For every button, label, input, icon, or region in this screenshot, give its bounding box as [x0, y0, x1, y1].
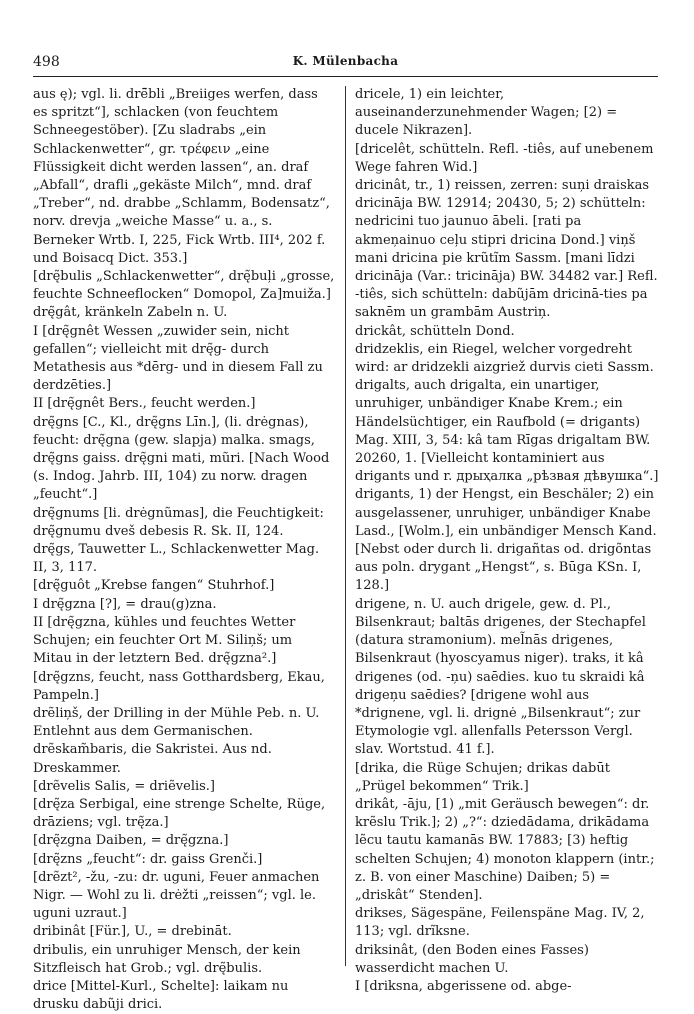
entry: drę̃gns [C., Kl., drę̃gns Līn.], (li. drėgnas), feucht: drę̃gna (gew. slapja) malka. smags, drę̃gns gaiss. drę̃gni mati, mũri. [Nach Wood (s. Indog. Jahrb. III, 104) zu norw. dragen „feucht“.] [33, 414, 330, 503]
entry: I drę̃gzna [?], = drau(g)zna. [33, 596, 217, 612]
entry: dridzeklis, ein Riegel, welcher vorgedreht wird: ar dridzekli aizgriež durvis cieti Sassm. [355, 341, 654, 376]
entry: dribinât [Für.], U., = drebināt. [33, 924, 232, 940]
entry: drickât, schütteln Dond. [355, 323, 515, 339]
running-title: K. Mülenbacha [292, 54, 399, 68]
right-column [355, 86, 659, 996]
entry: II [drę̃gnêt Bers., feucht werden.] [33, 396, 256, 412]
entry: dricinât, tr., 1) reissen, zerren: suņi draiskas dricināja BW. 12914; 20430, 5; 2) schütteln: nedricini tuo jaunuo ābeli. [rati pa akmeņainuo ceļu stipri dricina Dond.] viņš mani dricina pie krũtĩm Sassm. [mani līdzi dricināja (Var.: tricināja) BW. 34482 var.] Refl. -tiês, sich schütteln: dabũjām dricinā-ties pa saknēm un grambām Austriņ. [355, 178, 658, 321]
entry: [drę̃zgna Daiben, = drę̃gzna.] [33, 833, 229, 849]
entry: dricele, 1) ein leichter, auseinanderzunehmender Wagen; [2) = ducele Nikrazen]. [355, 87, 618, 139]
page-header [33, 54, 658, 74]
entry: I [driksna, abgerissene od. abge- [355, 978, 572, 994]
page-number: 498 [33, 54, 60, 70]
entry: dribulis, ein unruhiger Mensch, der kein Sitzfleisch hat Grob.; vgl. drę̃bulis. [33, 942, 301, 976]
entry: drice [Mittel-Kurl., Schelte]: laikam nu drusku dabũji drici. [33, 978, 289, 1013]
entry: II [drę̃gzna, kühles und feuchtes Wetter Schujen; ein feuchter Ort M. Siliņš; um Mitau in der letztern Bed. drę̃gzna².] [33, 614, 296, 667]
column-divider [345, 86, 346, 966]
entry: drigalts, auch drigalta, ein unartiger, unruhiger, unbändiger Knabe Krem.; ein Händelsüchtiger, ein Raufbold (= drigants) Mag. XIII, 3, 54: kâ tam Rīgas drigaltam BW. 20260, 1. [Vielleicht kontaminiert aus drigants und r. дрыҳалка „рѣзвая дѣвушка“.] [355, 378, 659, 485]
entry: I [drę̃gnêt Wessen „zuwider sein, nicht gefallen“; vielleicht mit drę̃g- durch Metathesis aus *dērg- und in diesem Fall zu derdzēties.] [33, 323, 323, 394]
entry: drę̃gât, kränkeln Zabeln n. U. [33, 305, 228, 321]
entry: [drẽzt², -žu, -zu: dr. uguni, Feuer anmachen Nigr. — Wohl zu li. drėžti „reissen“; vgl. le. uguni uzraut.] [33, 869, 320, 922]
entry: drigants, 1) der Hengst, ein Beschäler; 2) ein ausgelassener, unruhiger, unbändiger Knabe Lasd., [Wolm.], ein unbändiger Mensch Kand. [Nebst oder durch li. drigañtas od. drigõntas aus poln. drygant „Hengst“, s. Būga KSn. I, 128.] [355, 487, 657, 594]
entry: [drę̃guôt „Krebse fangen“ Stuhrhof.] [33, 578, 275, 594]
entry: drẽskam̃baris, die Sakristei. Aus nd. Dreskammer. [33, 742, 272, 776]
entry: drẽliņš, der Drilling in der Mühle Peb. n. U. Entlehnt aus dem Germanischen. [33, 705, 320, 740]
left-column [33, 86, 335, 1014]
entry: [drę̃gzns, feucht, nass Gotthardsberg, Ekau, Pampeln.] [33, 669, 325, 703]
entry: driksinât, (den Boden eines Fasses) wasserdicht machen U. [355, 942, 589, 976]
entry: drigene, n. U. auch drigele, gew. d. Pl., Bilsenkraut; baltās drigenes, der Stechapfel (datura stramonium). mel̃nās drigenes, Bilsenkraut (hyoscyamus niger). traks, it kâ drigenes (od. -ņu) saēdies. kuo tu skraidi kâ drigeņu saēdies? [drigene wohl aus *drignene, vgl. li. drignė „Bilsenkraut“; zur Etymologie vgl. allenfalls Petersson Vergl. slav. Wortstud. 41 f.]. [355, 596, 646, 758]
entry: [drę̃za Serbigal, eine strenge Schelte, Rüge, drāziens; vgl. trę̃za.] [33, 796, 326, 831]
header-rule [33, 76, 658, 77]
entry: aus ę); vgl. li. drē̃bli „Breiiges werfen, dass es spritzt“], schlacken (von feuchtem Schneegestöber). [Zu sladrabs „ein Schlackenwetter“, gr. τρέφειν „eine Flüssigkeit dicht werden lassen“, an. draf „Abfall“, drafli „gekäste Milch“, mnd. draf „Treber“, nd. drabbe „Schlamm, Bodensatz“, norv. drevja „weiche Masse“ u. a., s. Berneker Wrtb. I, 225, Fick Wrtb. III⁴, 202 f. und Boisacq Dict. 353.] [33, 87, 330, 266]
entry: drę̃gs, Tauwetter L., Schlackenwetter Mag. II, 3, 117. [33, 542, 320, 576]
entry: drę̃gnums [li. drėgnũmas], die Feuchtigkeit: drę̃gnumu dveš debesis R. Sk. II, 124. [33, 505, 324, 539]
entry: drikses, Sägespäne, Feilenspäne Mag. IV, 2, 113; vgl. drĩksne. [355, 906, 645, 940]
entry: [drẽvelis Salis, = driẽvelis.] [33, 778, 216, 794]
entry: drikât, -āju, [1) „mit Geräusch bewegen“: dr. krẽslu Trik.]; 2) „?“: dziedādama, drikādama lẽcu tautu kamanās BW. 17883; [3) heftig schelten Schujen; 4) monoton klappern (intr.; z. B. von einer Maschine) Daiben; 5) = „driskât“ Stenden]. [355, 796, 655, 903]
entry: [drę̃bulis „Schlackenwetter“, drę̃buļi „grosse, feuchte Schneeflocken“ Domopol, Za]muiža.] [33, 269, 335, 303]
entry: [drika, die Rüge Schujen; drikas dabūt „Prügel bekommen“ Trik.] [355, 760, 610, 794]
entry: [dricelêt, schütteln. Refl. -tiês, auf unebenem Wege fahren Wid.] [355, 141, 654, 175]
entry: [drę̃zns „feucht“: dr. gaiss Grenči.] [33, 851, 263, 867]
